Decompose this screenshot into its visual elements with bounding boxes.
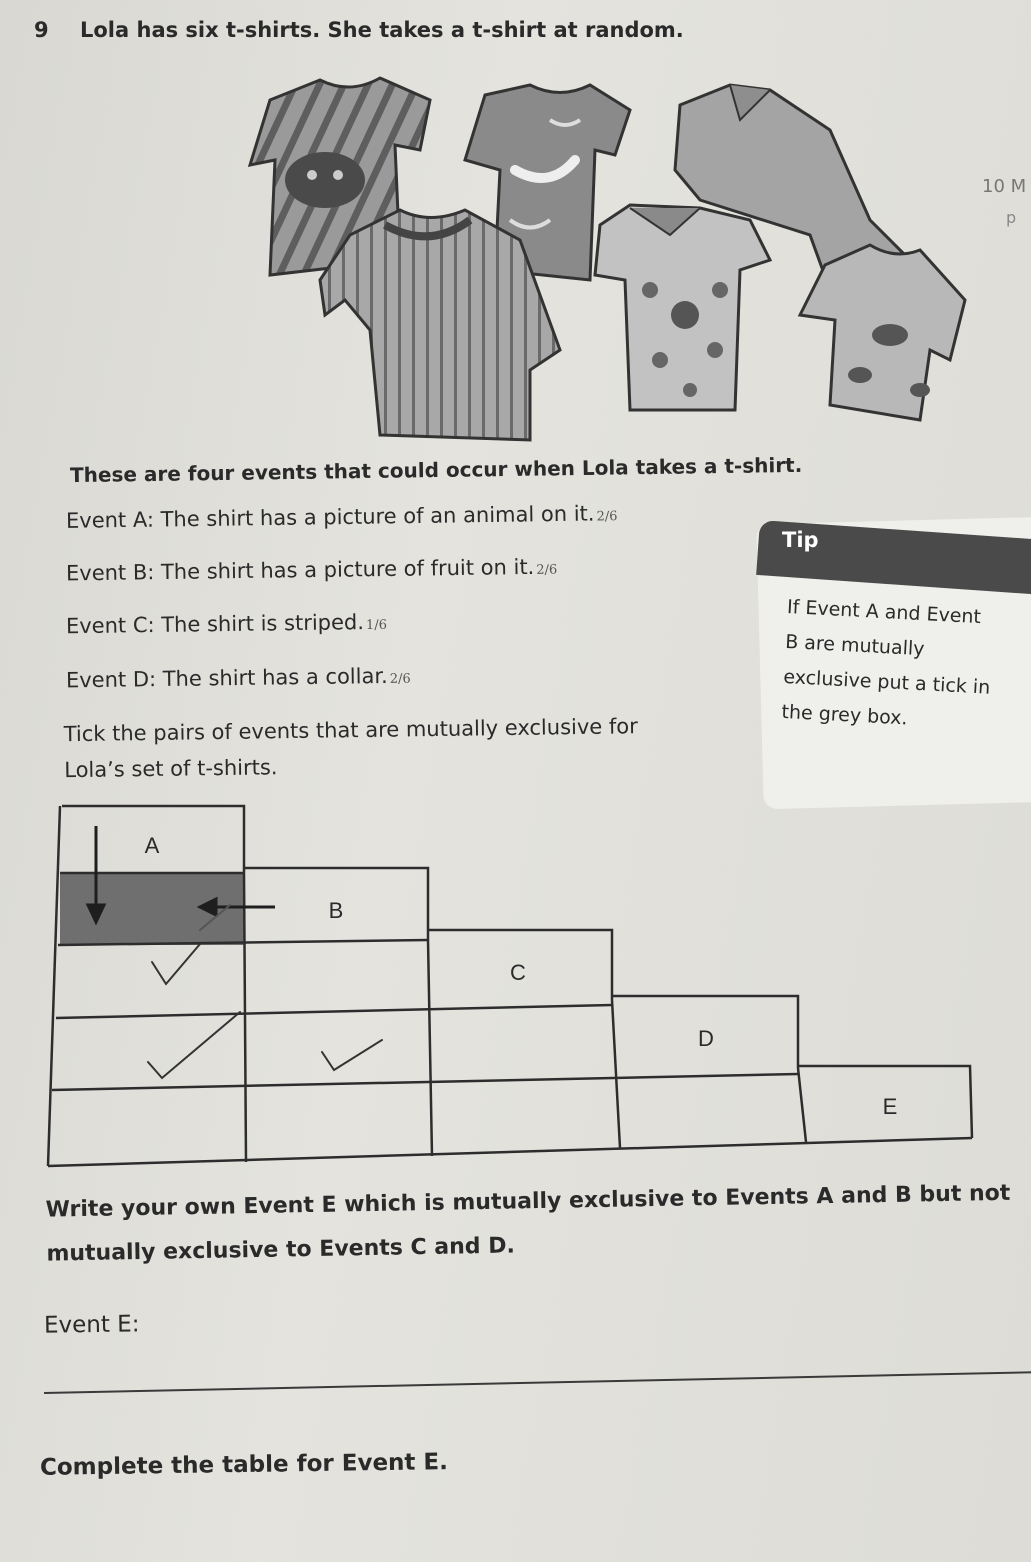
intro-text: These are four events that could occur when Lola takes a t-shirt. bbox=[69, 452, 803, 488]
event-c-label: Event C: The shirt is striped. bbox=[65, 610, 365, 639]
table-label-b: B bbox=[328, 898, 344, 923]
tick-a-c-icon bbox=[152, 944, 200, 984]
event-e-label: Event E: bbox=[43, 1311, 140, 1339]
event-d-annotation: 2/6 bbox=[389, 671, 411, 687]
event-a-annotation: 2/6 bbox=[596, 509, 618, 525]
next-question-number: 10 M bbox=[982, 176, 1027, 197]
event-e-prompt: Write your own Event E which is mutually exclusive to Events A and B but not mutually exclusive to Events C and D. bbox=[45, 1180, 1011, 1267]
event-b-annotation: 2/6 bbox=[536, 562, 558, 578]
event-b-label: Event B: The shirt has a picture of fruit on it. bbox=[65, 554, 535, 586]
event-c-annotation: 1/6 bbox=[365, 617, 388, 634]
tick-b-d-icon bbox=[322, 1040, 382, 1070]
table-label-c: C bbox=[510, 960, 526, 985]
question-text: Lola has six t-shirts. She takes a t-shirt at random. bbox=[80, 18, 684, 42]
tick-a-d-icon bbox=[148, 1012, 240, 1078]
table-label-a: A bbox=[144, 833, 160, 858]
event-a-label: Event A: The shirt has a picture of an animal on it. bbox=[65, 501, 595, 533]
table-label-e: E bbox=[882, 1094, 898, 1119]
tick-instruction: Tick the pairs of events that are mutually exclusive for Lola’s set of t-shirts. bbox=[63, 714, 638, 783]
complete-table-instruction: Complete the table for Event E. bbox=[39, 1449, 449, 1481]
next-question-fragment: p bbox=[1006, 208, 1017, 227]
event-d-label: Event D: The shirt has a collar. bbox=[65, 663, 388, 693]
question-number: 9 bbox=[34, 18, 49, 42]
tip-title: Tip bbox=[782, 528, 819, 552]
table-label-d: D bbox=[698, 1026, 714, 1051]
tip-text: If Event A and Event B are mutually exclusive put a tick in the grey box. bbox=[781, 595, 991, 730]
